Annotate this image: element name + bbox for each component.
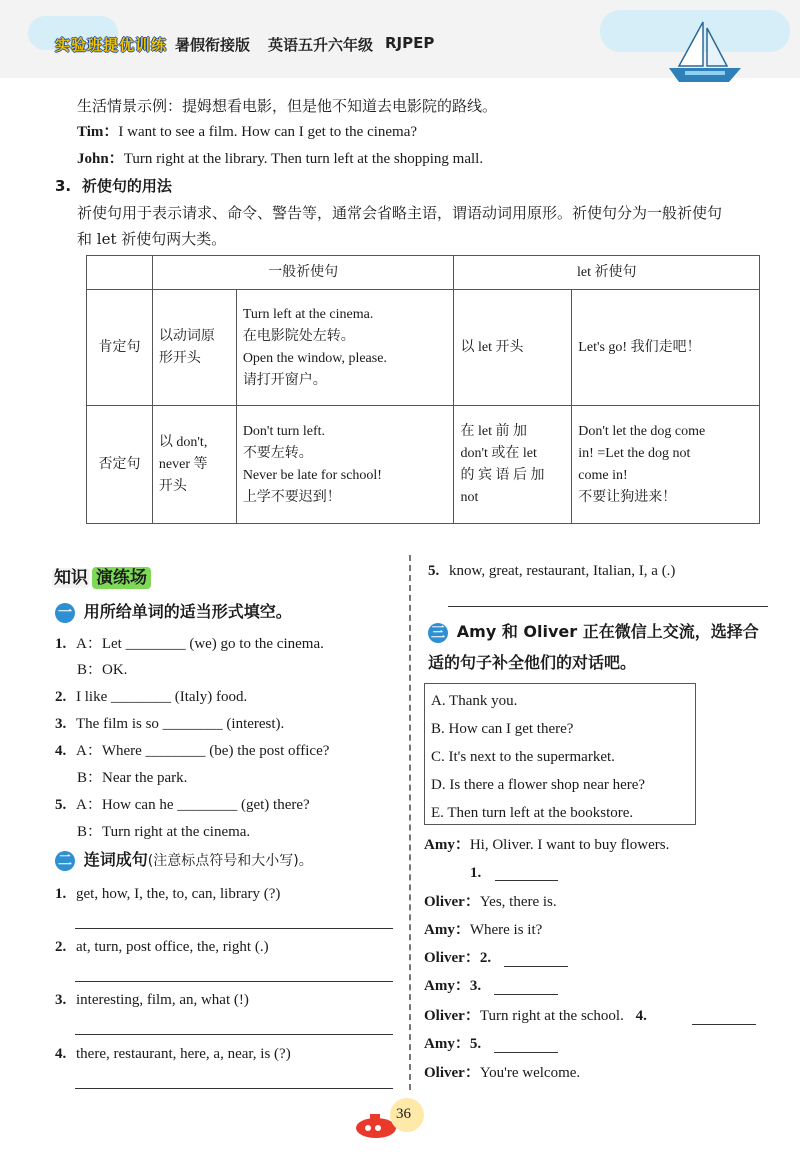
question-number: 3. <box>55 716 67 732</box>
answer-line[interactable] <box>448 606 768 607</box>
answer-line[interactable] <box>75 1088 393 1089</box>
edition-label: 暑假衔接版 <box>175 36 251 54</box>
option-item: C. It's next to the supermarket. <box>431 749 615 765</box>
speaker-oliver: Oliver： <box>424 1008 480 1024</box>
column-divider <box>409 555 411 1090</box>
part-three-badge: 三 <box>428 623 448 643</box>
question-number: 1. <box>55 636 67 652</box>
fill-answer-line: B：Turn right at the cinema. <box>77 824 251 840</box>
speaker-oliver: Oliver： <box>424 894 480 910</box>
speaker-john: John： <box>77 151 124 167</box>
blank-number: 2. <box>479 950 492 966</box>
page-number: 36 <box>396 1106 411 1122</box>
section-description: 祈使句用于表示请求、命令、警告等，通常会省略主语，谓语动词用原形。祈使句分为一般祈使句 <box>77 204 723 222</box>
part-one-title: 用所给单词的适当形式填空。 <box>83 602 292 621</box>
dialogue-line: Turn right at the school. <box>479 1008 624 1024</box>
answer-blank[interactable] <box>504 966 568 967</box>
subject-label: 英语五升六年级 <box>268 36 374 54</box>
section-number: 3. <box>55 177 72 195</box>
fill-answer-line: B：OK. <box>77 662 128 678</box>
series-title: 实验班提优训练 <box>55 36 168 54</box>
part-three-title: 适的句子补全他们的对话吧。 <box>428 653 637 672</box>
answer-blank[interactable] <box>494 1052 558 1053</box>
answer-blank[interactable] <box>494 994 558 995</box>
answer-blank[interactable] <box>495 880 558 881</box>
section-description: 和 let 祈使句两大类。 <box>77 230 227 248</box>
word-order-question: know, great, restaurant, Italian, I, a (.) <box>449 563 676 579</box>
speaker-oliver: Oliver： <box>424 950 480 966</box>
fill-question: A：Where ________ (be) the post office? <box>76 743 330 759</box>
dialogue-line: Where is it? <box>469 922 543 938</box>
fill-question: A：Let ________ (we) go to the cinema. <box>76 636 324 652</box>
question-number: 4. <box>55 1046 67 1062</box>
dialogue-line: Yes, there is. <box>479 894 557 910</box>
example-line-tim: I want to see a film. How can I get to the cinema? <box>118 124 418 140</box>
row-label: 肯定句 <box>87 290 153 406</box>
word-order-question: at, turn, post office, the, right (.) <box>76 939 269 955</box>
table-header: 一般祈使句 <box>152 256 454 290</box>
question-number: 1. <box>55 886 67 902</box>
part-two-note: (注意标点符号和大小写)。 <box>147 853 313 869</box>
answer-line[interactable] <box>75 928 393 929</box>
blank-number: 5. <box>469 1036 482 1052</box>
question-number: 2. <box>55 689 67 705</box>
question-number: 3. <box>55 992 67 1008</box>
table-header: let 祈使句 <box>454 256 760 290</box>
example-cell: Turn left at the cinema. 在电影院处左转。 Open the window, please. 请打开窗户。 <box>236 290 454 406</box>
table-row <box>87 290 760 406</box>
word-order-question: interesting, film, an, what (!) <box>76 992 249 1008</box>
rule-cell: 以 don't, never 等 开头 <box>152 406 236 524</box>
option-item: D. Is there a flower shop near here? <box>431 777 646 793</box>
section-title: 祈使句的用法 <box>81 177 172 195</box>
question-number: 2. <box>55 939 67 955</box>
option-item: E. Then turn left at the bookstore. <box>431 805 634 821</box>
speaker-amy: Amy： <box>424 837 470 853</box>
option-item: B. How can I get there? <box>431 721 574 737</box>
part-three-title: Amy 和 Oliver 正在微信上交流，选择合 <box>456 622 759 641</box>
word-order-question: there, restaurant, here, a, near, is (?) <box>76 1046 291 1062</box>
answer-line[interactable] <box>75 981 393 982</box>
let-rule-cell: 以 let 开头 <box>454 290 572 406</box>
rule-cell: 以动词原 形开头 <box>152 290 236 406</box>
grammar-table <box>86 255 760 524</box>
part-two-badge: 二 <box>55 851 75 871</box>
answer-blank[interactable] <box>692 1024 756 1025</box>
speaker-oliver: Oliver： <box>424 1065 480 1081</box>
option-item: A. Thank you. <box>431 693 518 709</box>
part-one-badge: 一 <box>55 603 75 623</box>
question-number: 5. <box>428 563 440 579</box>
fill-question: I like ________ (Italy) food. <box>76 689 248 705</box>
speaker-amy: Amy： <box>424 978 470 994</box>
options-box <box>424 683 696 825</box>
dialogue-line: Hi, Oliver. I want to buy flowers. <box>469 837 670 853</box>
example-scene: 生活情景示例：提姆想看电影，但是他不知道去电影院的路线。 <box>77 97 498 115</box>
edition-code: RJPEP <box>385 34 435 52</box>
example-cell: Don't turn left. 不要左转。 Never be late for school! 上学不要迟到！ <box>236 406 454 524</box>
question-number: 4. <box>55 743 67 759</box>
boat-icon <box>665 18 745 88</box>
let-rule-cell: 在 let 前 加 don't 或在 let 的 宾 语 后 加 not <box>454 406 572 524</box>
table-corner <box>87 256 153 290</box>
fill-question: The film is so ________ (interest). <box>76 716 285 732</box>
speaker-amy: Amy： <box>424 922 470 938</box>
blank-number: 4. <box>635 1008 647 1024</box>
fill-answer-line: B：Near the park. <box>77 770 188 786</box>
dialogue-line: You're welcome. <box>479 1065 581 1081</box>
blank-number: 1. <box>470 865 482 881</box>
answer-line[interactable] <box>75 1034 393 1035</box>
blank-number: 3. <box>469 978 482 994</box>
word-order-question: get, how, I, the, to, can, library (?) <box>76 886 281 902</box>
let-example-cell: Let's go! 我们走吧！ <box>572 290 760 406</box>
part-two-title: 连词成句 <box>83 850 148 869</box>
speaker-amy: Amy： <box>424 1036 470 1052</box>
let-example-cell: Don't let the dog come in! =Let the dog not come in! 不要让狗进来！ <box>572 406 760 524</box>
fill-question: A：How can he ________ (get) there? <box>76 797 310 813</box>
table-row <box>87 406 760 524</box>
example-line-john: Turn right at the library. Then turn left at the shopping mall. <box>123 151 484 167</box>
practice-title: 知识 演练场 <box>52 563 151 589</box>
question-number: 5. <box>55 797 67 813</box>
row-label: 否定句 <box>87 406 153 524</box>
speaker-tim: Tim： <box>77 124 119 140</box>
